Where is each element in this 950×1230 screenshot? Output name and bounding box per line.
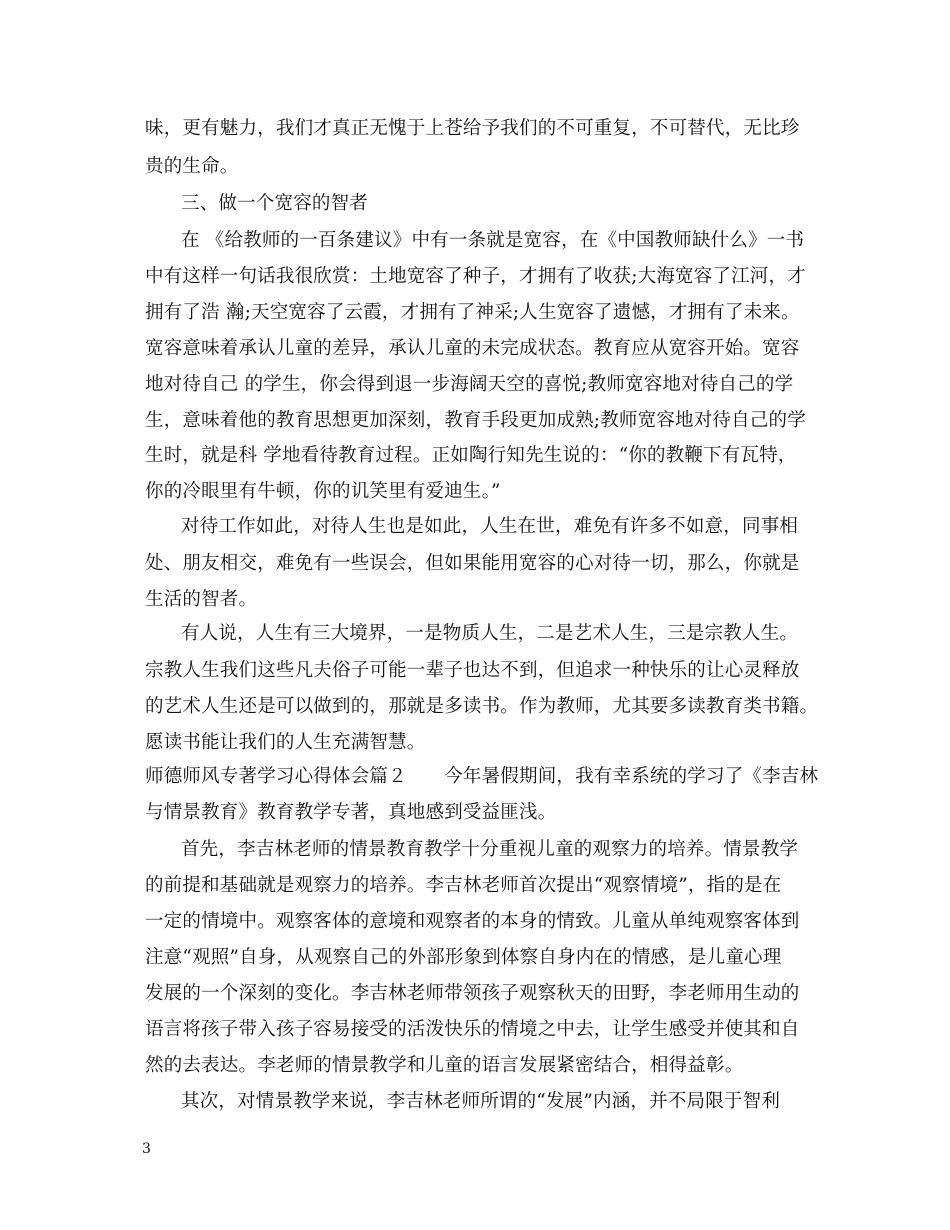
text-line: 一定的情境中。观察客体的意境和观察者的本身的情致。儿童从单纯观察客体到 (145, 911, 800, 932)
text-line: 宗教人生我们这些凡夫俗子可能一辈子也达不到，但追求一种快乐的让心灵释放 (145, 660, 800, 681)
text-line: 其次，对情景教学来说，李吉林老师所谓的“发展”内涵，并不局限于智利 (181, 1091, 781, 1112)
text-line: 有人说，人生有三大境界，一是物质人生，二是艺术人生，三是宗教人生。 (181, 623, 799, 644)
section-heading: 三、做一个宽容的智者 (181, 193, 369, 214)
text-line: 在 《给教师的一百条建议》中有一条就是宽容，在《中国教师缺什么》一书 (181, 230, 805, 251)
text-line: 你的冷眼里有牛顿，你的讥笑里有爱迪生。” (145, 481, 501, 502)
text-line: 首先，李吉林老师的情景教育教学十分重视儿童的观察力的培养。情景教学 (181, 839, 799, 860)
article-heading-line: 师德师风专著学习心得体会篇２ 今年暑假期间，我有幸系统的学习了《李吉林 (145, 766, 819, 787)
text-line: 贵的生命。 (145, 156, 239, 177)
text-line: 发展的一个深刻的变化。李吉林老师带领孩子观察秋天的田野，李老师用生动的 (145, 983, 800, 1004)
text-line: 生，意味着他的教育思想更加深刻，教育手段更加成熟;教师宽容地对待自己的学 (145, 410, 806, 431)
text-line: 拥有了浩 瀚;天空宽容了云霞，才拥有了神采;人生宽容了遗憾，才拥有了未来。 (145, 302, 800, 323)
text-line: 注意“观照”自身，从观察自己的外部形象到体察自身内在的情感，是儿童心理 (145, 947, 782, 968)
text-line: 的前提和基础就是观察力的培养。李吉林老师首次提出“观察情境”，指的是在 (145, 875, 782, 896)
text-line: 味，更有魅力，我们才真正无愧于上苍给予我们的不可重复，不可替代，无比珍 (145, 118, 800, 139)
text-line: 中有这样一句话我很欣赏：土地宽容了种子，才拥有了收获;大海宽容了江河，才 (145, 266, 806, 287)
text-line: 生时，就是科 学地看待教育过程。正如陶行知先生说的：“你的教鞭下有瓦特， (145, 445, 797, 466)
page-number: 3 (142, 1141, 151, 1157)
text-line: 语言将孩子带入孩子容易接受的活泼快乐的情境之中去，让学生感受并使其和自 (145, 1019, 800, 1040)
text-line: 的艺术人生还是可以做到的，那就是多读书。作为教师，尤其要多读教育类书籍。 (145, 696, 819, 717)
text-line: 愿读书能让我们的人生充满智慧。 (145, 732, 426, 753)
text-line: 与情景教育》教育教学专著，真地感到受益匪浅。 (145, 802, 557, 823)
text-line: 生活的智者。 (145, 589, 258, 610)
text-line: 对待工作如此，对待人生也是如此，人生在世，难免有许多不如意，同事相 (181, 516, 799, 537)
text-line: 地对待自己 的学生，你会得到退一步海阔天空的喜悦;教师宽容地对待自己的学 (145, 374, 794, 395)
text-line: 宽容意味着承认儿童的差异，承认儿童的未完成状态。教育应从宽容开始。宽容 (145, 338, 800, 359)
text-line: 然的去表达。李老师的情景教学和儿童的语言发展紧密结合，相得益彰。 (145, 1055, 744, 1076)
text-line: 处、朋友相交，难免有一些误会，但如果能用宽容的心对待一切，那么，你就是 (145, 553, 800, 574)
